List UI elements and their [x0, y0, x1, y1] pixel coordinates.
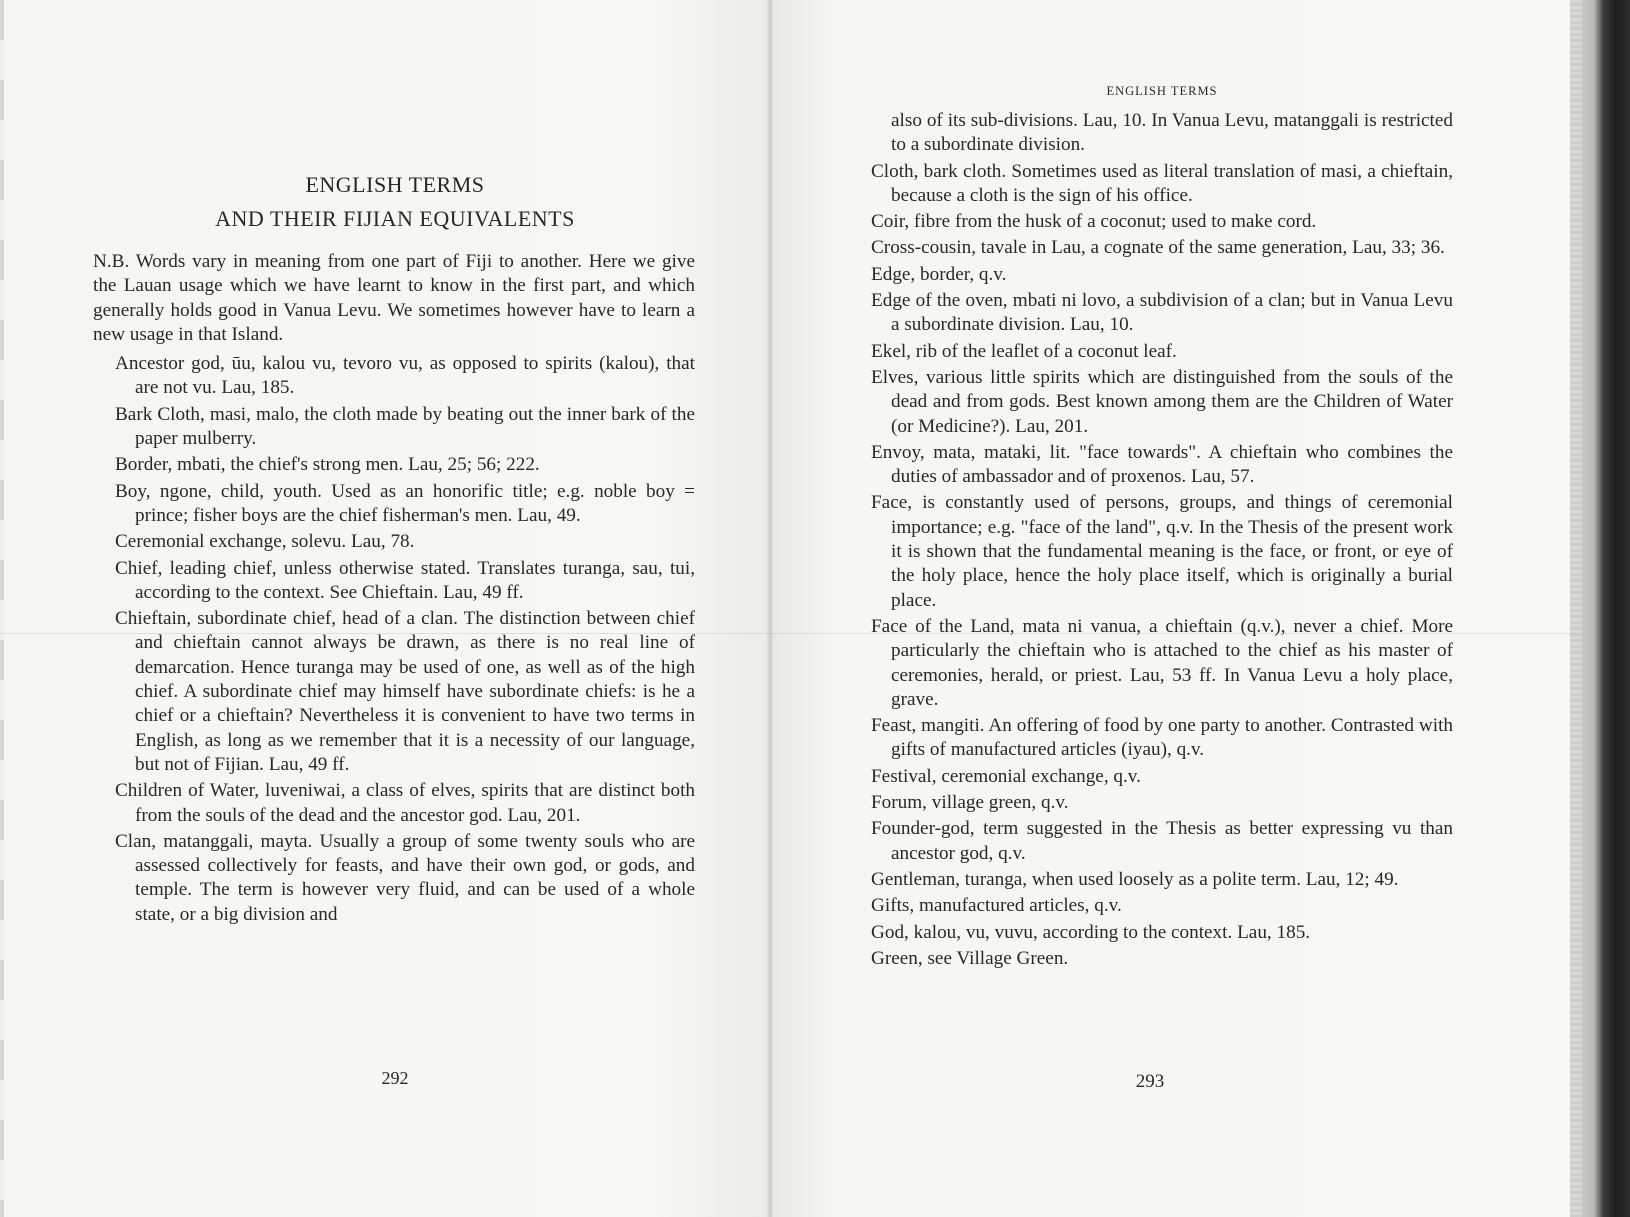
title-line-1: ENGLISH TERMS — [305, 172, 485, 197]
glossary-entry: Founder-god, term suggested in the Thesis as better expressing vu than ancestor god, q.v. — [871, 818, 1453, 864]
glossary-entry: God, kalou, vu, vuvu, according to the context. Lau, 185. — [871, 921, 1311, 943]
glossary-entry: Face of the Land, mata ni vanua, a chieftain (q.v.), never a chief. More particularly the chieftain who is attached to the chief as his master of ceremonies, herald, or priest. Lau, 53 ff. In Vanua Levu a holy place, grave. — [871, 615, 1453, 710]
page-number-left: 292 — [381, 1068, 409, 1088]
page-title — [90, 168, 700, 236]
glossary-entry: Cloth, bark cloth. Sometimes used as literal translation of masi, a chieftain, because a cloth is the sign of his office. — [871, 160, 1453, 206]
glossary-entry: Ekel, rib of the leaflet of a coconut leaf. — [871, 340, 1177, 362]
glossary-entry: Edge of the oven, mbati ni lovo, a subdivision of a clan; but in Vanua Levu a subordinate division. Lau, 10. — [871, 290, 1453, 336]
title-line-2: AND THEIR FIJIAN EQUIVALENTS — [215, 206, 575, 231]
glossary-entry: Gifts, manufactured articles, q.v. — [871, 895, 1122, 917]
left-page-edge — [0, 0, 4, 1217]
glossary-entry: Children of Water, luveniwai, a class of elves, spirits that are distinct both from the souls of the dead and the ancestor god. Lau, 201. — [115, 780, 695, 826]
glossary-entry: Boy, ngone, child, youth. Used as an honorific title; e.g. noble boy = prince; fisher boys are the chief fisherman's men. Lau, 49. — [115, 480, 695, 526]
glossary-entry: Border, mbati, the chief's strong men. Lau, 25; 56; 222. — [115, 454, 540, 476]
glossary-entry: Face, is constantly used of persons, groups, and things of ceremonial importance; e.g. "face of the land", q.v. In the Thesis of the present work it is shown that the fundamental meaning is the face, or front, or eye of the holy place, hence the holy place itself, which is originally a burial place. — [871, 492, 1453, 611]
glossary-entry: Elves, various little spirits which are distinguished from the souls of the dead and from gods. Best known among them are the Children of Water (or Medicine?). Lau, 201. — [871, 366, 1453, 437]
glossary-entry: Envoy, mata, mataki, lit. "face towards". A chieftain who combines the duties of ambassador and of proxenos. Lau, 57. — [871, 441, 1453, 488]
glossary-entry: Festival, ceremonial exchange, q.v. — [871, 765, 1141, 787]
book-gutter — [767, 0, 773, 1217]
page-number-right: 293 — [1135, 1071, 1165, 1092]
glossary-entry: Forum, village green, q.v. — [871, 792, 1069, 814]
glossary-entry: Feast, mangiti. An offering of food by one party to another. Contrasted with gifts of manufactured articles (iyau), q.v. — [871, 715, 1453, 761]
right-page-body — [871, 109, 1453, 973]
glossary-entry: Cross-cousin, tavale in Lau, a cognate of the same generation, Lau, 33; 36. — [871, 237, 1445, 259]
glossary-entry: Gentleman, turanga, when used loosely as a polite term. Lau, 12; 49. — [871, 868, 1399, 890]
running-head: ENGLISH TERMS — [1106, 84, 1218, 98]
book-cover-edge — [1582, 0, 1630, 1217]
glossary-entry: Chieftain, subordinate chief, head of a clan. The distinction between chief and chieftain cannot always be drawn, as there is no real line of demarcation. Hence turanga may be used of one, as well as of the high chief. A subordinate chief may himself have subordinate chiefs: is he a chief or a chieftain? Nevertheless it is convenient to have two terms in English, as long as we remember that it is a necessity of our language, but not of Fijian. Lau, 49 ff. — [115, 608, 695, 775]
glossary-entry: Ancestor god, ūu, kalou vu, tevoro vu, as opposed to spirits (kalou), that are not vu. Lau, 185. — [115, 353, 695, 399]
glossary-entry: Edge, border, q.v. — [871, 263, 1007, 285]
glossary-entry: Ceremonial exchange, solevu. Lau, 78. — [115, 531, 415, 553]
glossary-entry: Chief, leading chief, unless otherwise stated. Translates turanga, sau, tui, according to the context. See Chieftain. Lau, 49 ff. — [115, 557, 695, 603]
glossary-entry: Clan, matanggali, mayta. Usually a group of some twenty souls who are assessed collectively for feasts, and have their own god, or gods, and temple. The term is however very fluid, and can be used of a whole state, or a big division and — [115, 830, 695, 925]
glossary-entry: Green, see Village Green. — [871, 947, 1069, 969]
glossary-entry: Bark Cloth, masi, malo, the cloth made by beating out the inner bark of the paper mulberry. — [115, 403, 695, 450]
intro-paragraph: N.B. Words vary in meaning from one part of Fiji to another. Here we give the Lauan usage which we have learnt to know in the first part, and which generally holds good in Vanua Levu. We sometimes however have to learn a new usage in that Island. — [93, 251, 695, 345]
left-page-body — [93, 250, 695, 929]
entry-continuation: also of its sub-divisions. Lau, 10. In Vanua Levu, matanggali is restricted to a subordinate division. — [891, 110, 1453, 156]
glossary-entry: Coir, fibre from the husk of a coconut; used to make cord. — [871, 211, 1317, 233]
